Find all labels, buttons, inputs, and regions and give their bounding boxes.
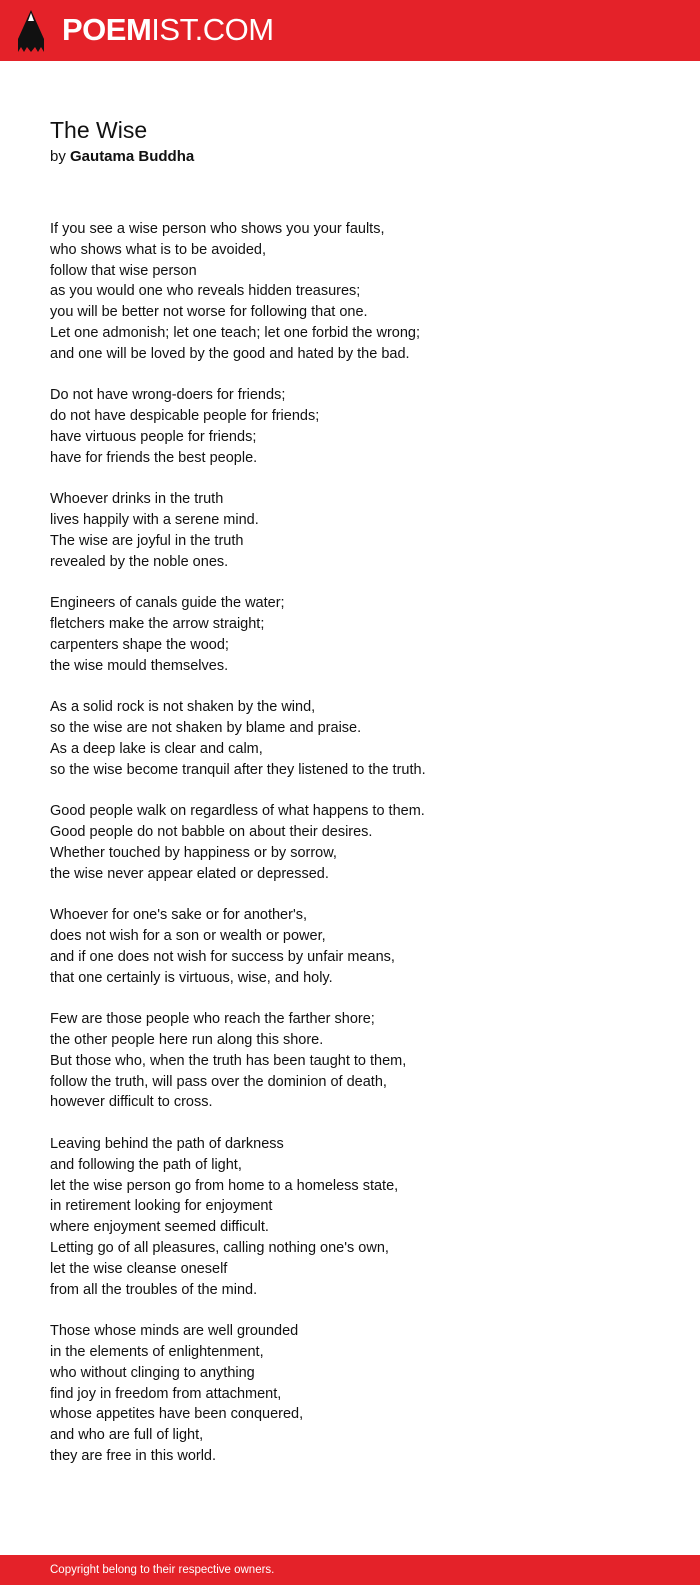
poem-line: and who are full of light,	[50, 1427, 204, 1444]
poem-content	[50, 114, 670, 1488]
poem-line: follow that wise person	[50, 262, 197, 279]
poem-line: Engineers of canals guide the water;	[50, 595, 285, 612]
poem-line: Leaving behind the path of darkness	[50, 1136, 284, 1153]
poem-stanza	[50, 593, 670, 676]
poem-stanza	[50, 1321, 670, 1467]
poem-line: the wise mould themselves.	[50, 657, 229, 674]
poem-stanza	[50, 1134, 670, 1300]
poem-line: where enjoyment seemed difficult.	[50, 1219, 269, 1236]
poem-line: Good people walk on regardless of what happens to them.	[50, 803, 425, 820]
site-header	[0, 0, 700, 61]
poem-line: revealed by the noble ones.	[50, 553, 229, 570]
poem-line: in the elements of enlightenment,	[50, 1344, 264, 1361]
poem-line: that one certainly is virtuous, wise, and holy.	[50, 969, 333, 986]
poem-stanza	[50, 1009, 670, 1113]
poem-line: fletchers make the arrow straight;	[50, 616, 265, 633]
poem-line: whose appetites have been conquered,	[50, 1406, 304, 1423]
poem-line: who shows what is to be avoided,	[50, 241, 267, 258]
poem-title: The Wise	[50, 117, 148, 143]
poem-line: If you see a wise person who shows you your faults,	[50, 221, 385, 237]
poem-line: so the wise are not shaken by blame and praise.	[50, 720, 362, 737]
byline-prefix: by	[50, 148, 66, 165]
poem-byline	[50, 146, 670, 168]
poem-line: Those whose minds are well grounded	[50, 1323, 299, 1340]
poem-line: from all the troubles of the mind.	[50, 1281, 258, 1298]
poem-line: Whoever drinks in the truth	[50, 491, 224, 508]
poem-line: and one will be loved by the good and hated by the bad.	[50, 345, 410, 362]
poem-stanza	[50, 385, 670, 468]
poem-line: Whether touched by happiness or by sorrow,	[50, 844, 337, 861]
poem-line: But those who, when the truth has been taught to them,	[50, 1052, 407, 1069]
poem-line: As a solid rock is not shaken by the wind,	[50, 699, 316, 716]
poem-line: Letting go of all pleasures, calling nothing one's own,	[50, 1240, 389, 1257]
poem-line: As a deep lake is clear and calm,	[50, 740, 263, 757]
poem-line: find joy in freedom from attachment,	[50, 1385, 282, 1402]
poem-line: carpenters shape the wood;	[50, 636, 229, 653]
poem-stanza	[50, 489, 670, 572]
site-footer	[0, 1555, 700, 1585]
poem-line: lives happily with a serene mind.	[50, 512, 259, 529]
poem-line: do not have despicable people for friends;	[50, 408, 320, 425]
poem-line: follow the truth, will pass over the dominion of death,	[50, 1073, 387, 1090]
poem-line: The wise are joyful in the truth	[50, 532, 244, 549]
poem-line: they are free in this world.	[50, 1448, 217, 1465]
poem-line: Good people do not babble on about their desires.	[50, 824, 373, 841]
site-logo-text[interactable]	[62, 12, 274, 48]
poem-line: in retirement looking for enjoyment	[50, 1198, 273, 1215]
poem-line: you will be better not worse for following that one.	[50, 304, 368, 321]
poem-body	[50, 219, 670, 1467]
logo-text-bold: POEM	[62, 12, 152, 47]
poem-line: the other people here run along this shore.	[50, 1032, 324, 1049]
poem-line: let the wise person go from home to a homeless state,	[50, 1177, 399, 1194]
pencil-logo-icon[interactable]	[18, 10, 44, 52]
poem-line: the wise never appear elated or depressed.	[50, 865, 329, 882]
poem-line: let the wise cleanse oneself	[50, 1260, 228, 1277]
poem-stanza	[50, 697, 670, 780]
poem-line: does not wish for a son or wealth or power,	[50, 928, 326, 945]
logo-text-rest: IST.COM	[151, 12, 274, 47]
poem-line: Few are those people who reach the farther shore;	[50, 1011, 375, 1028]
poem-line: who without clinging to anything	[50, 1364, 255, 1381]
poem-stanza	[50, 219, 670, 365]
poem-line: have virtuous people for friends;	[50, 428, 257, 445]
copyright-notice: Copyright belong to their respective owners.	[50, 1564, 275, 1576]
poem-line: and if one does not wish for success by unfair means,	[50, 948, 395, 965]
poem-stanza	[50, 905, 670, 988]
poem-line: as you would one who reveals hidden treasures;	[50, 283, 361, 300]
poem-line: have for friends the best people.	[50, 449, 258, 466]
poem-author: Gautama Buddha	[70, 148, 195, 165]
poem-line: Let one admonish; let one teach; let one forbid the wrong;	[50, 324, 420, 341]
poem-line: so the wise become tranquil after they listened to the truth.	[50, 761, 426, 778]
poem-line: Whoever for one's sake or for another's,	[50, 907, 307, 924]
poem-line: however difficult to cross.	[50, 1094, 213, 1111]
poem-line: and following the path of light,	[50, 1156, 242, 1173]
poem-line: Do not have wrong-doers for friends;	[50, 387, 286, 404]
poem-stanza	[50, 801, 670, 884]
